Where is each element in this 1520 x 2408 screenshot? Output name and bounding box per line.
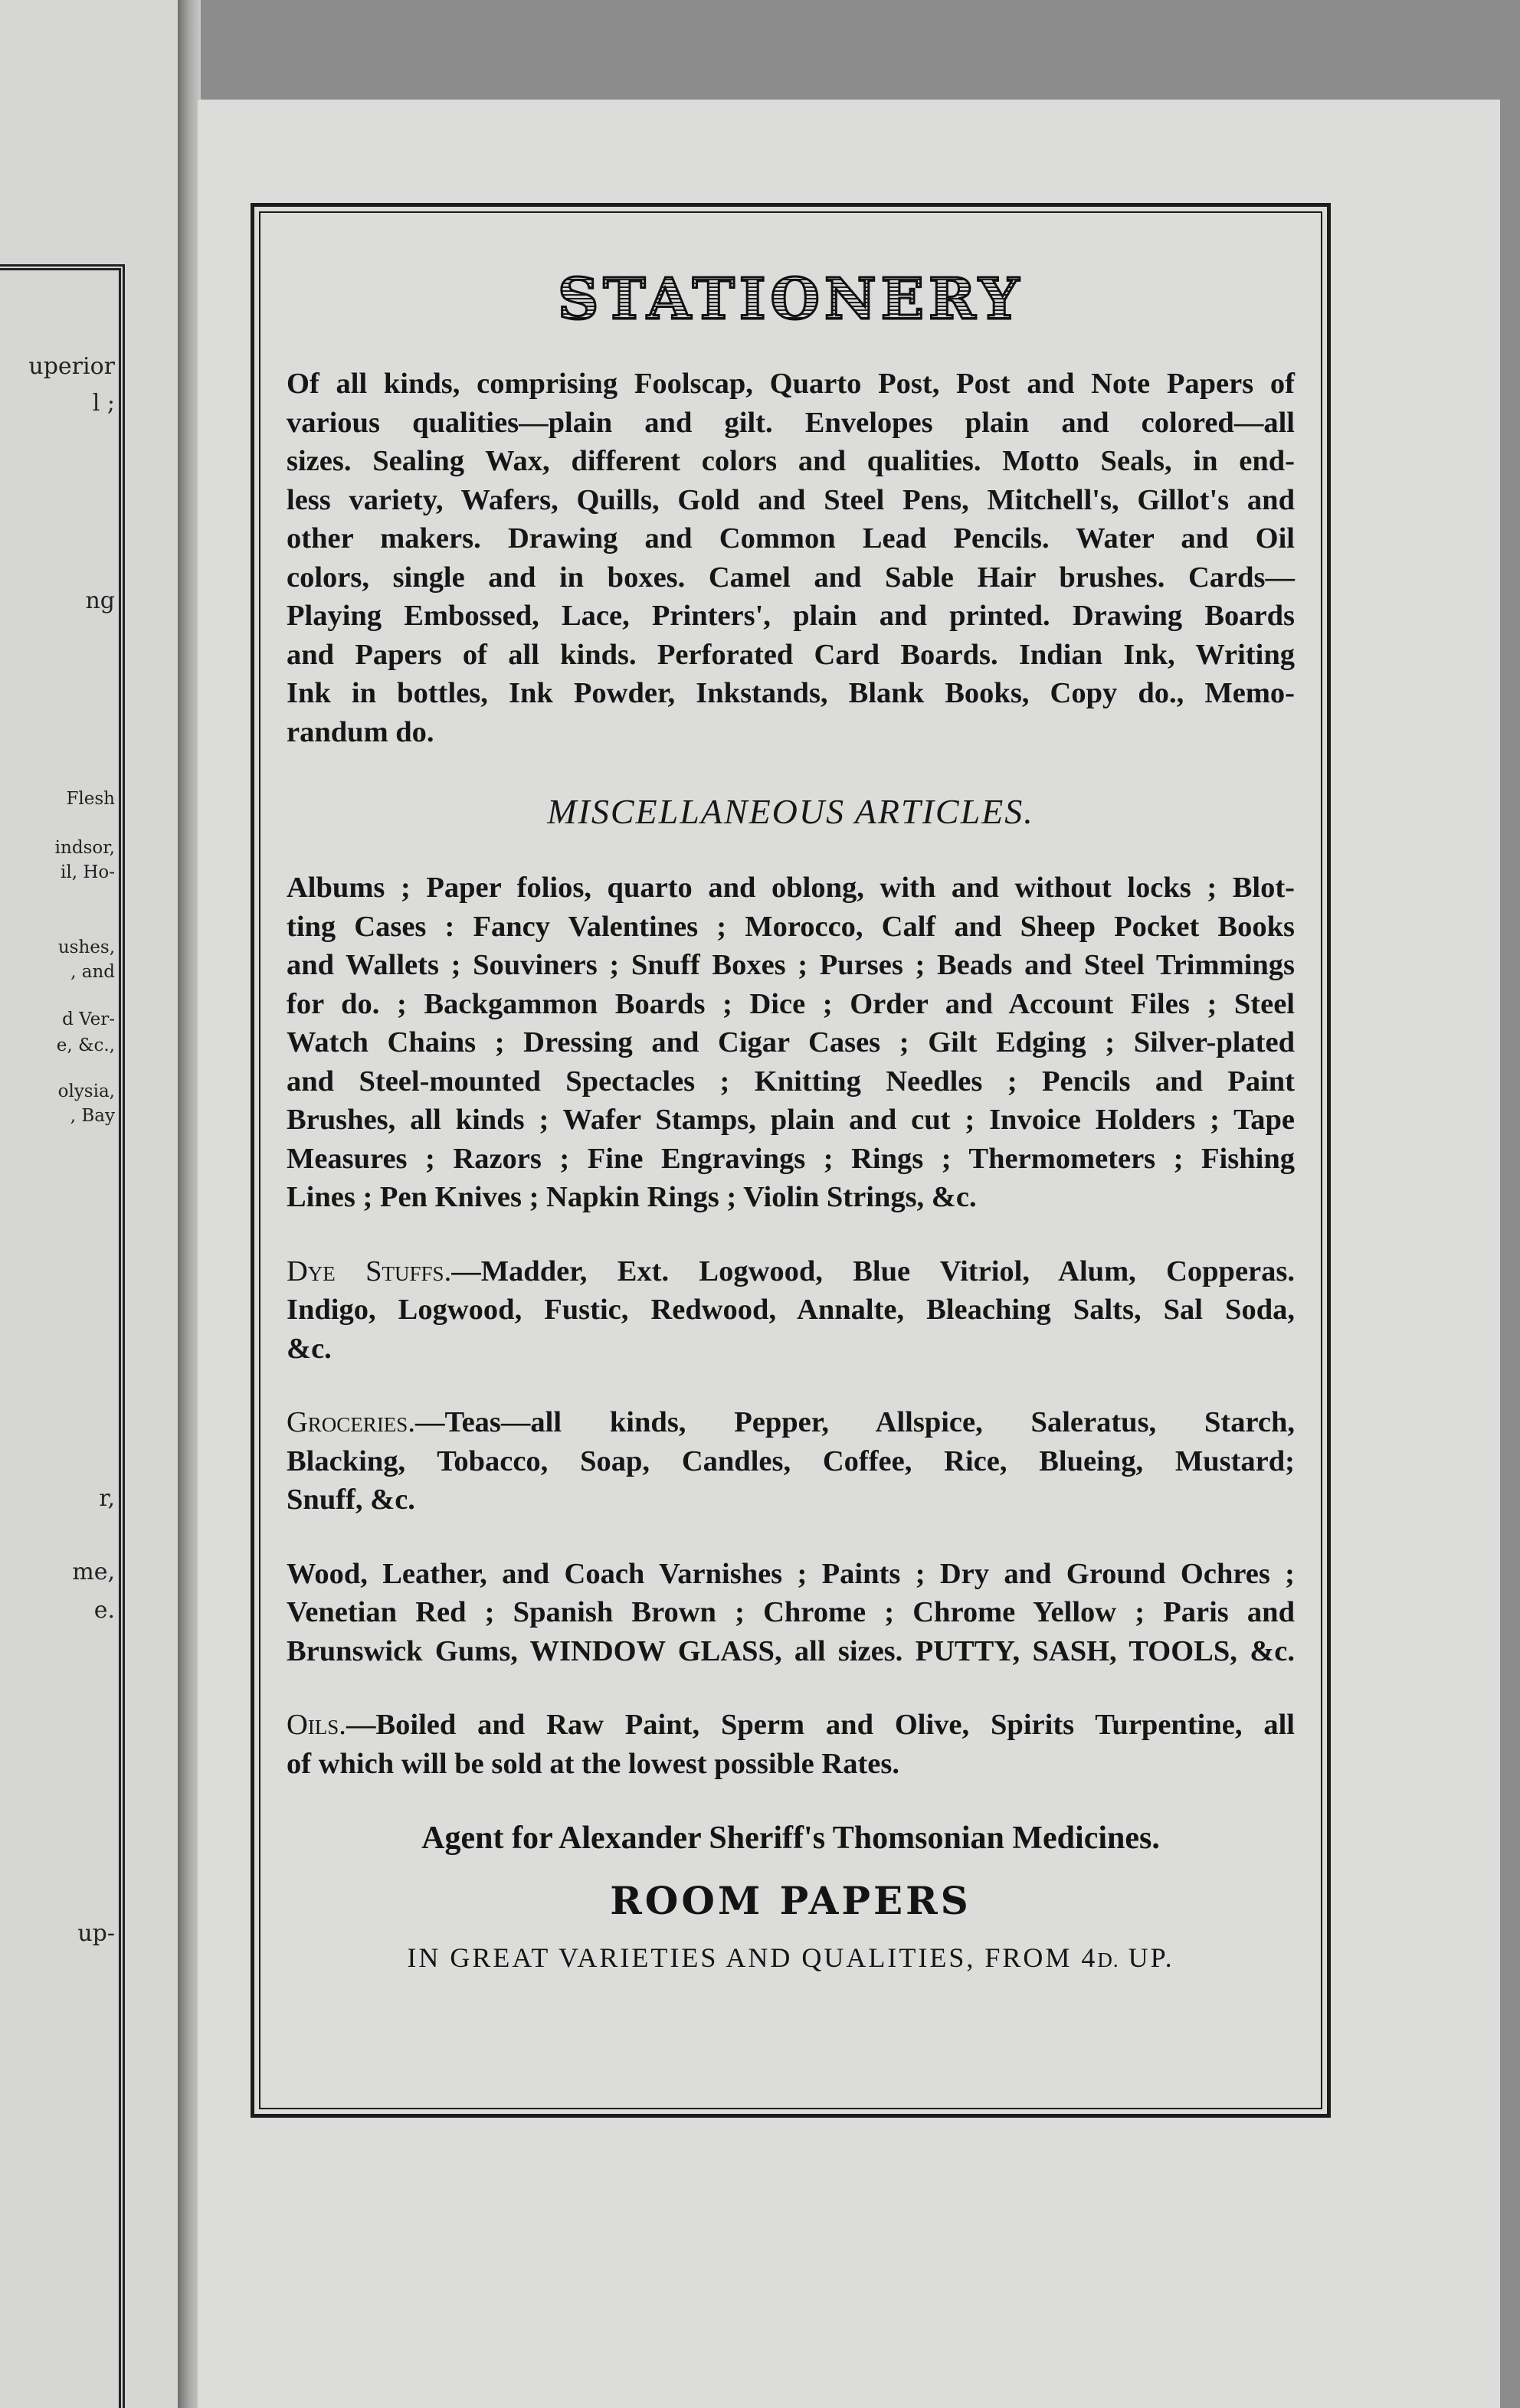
text-line: Brunswick Gums, WINDOW GLASS, all sizes. PUTTY, SASH, TOOLS, &c. [287, 1634, 1295, 1667]
stationery-paragraph [287, 365, 1295, 751]
text-line: Measures ; Razors ; Fine Engravings ; Rings ; Thermometers ; Fishing [287, 1142, 1295, 1175]
text-line: various qualities—plain and gilt. Envelopes plain and colored—all [287, 406, 1295, 439]
left-page-fragment: l ; [92, 390, 115, 417]
text-line: ting Cases : Fancy Valentines ; Morocco, Calf and Sheep Pocket Books [287, 910, 1295, 943]
left-page-fragment: up- [77, 1920, 115, 1947]
left-page-fragment: Flesh [66, 789, 115, 809]
main-page [198, 100, 1500, 2408]
dye-stuffs-label: Dye Stuffs. [287, 1255, 452, 1287]
left-page-border [0, 264, 125, 2408]
left-page-fragment: uperior [28, 353, 115, 380]
text-line: Of all kinds, comprising Foolscap, Quarto Post, Post and Note Papers of [287, 368, 1295, 400]
text-line: Lines ; Pen Knives ; Napkin Rings ; Violin Strings, &c. [287, 1181, 977, 1213]
left-page-fragment: indsor, [54, 838, 115, 858]
oils-text: —Boiled and Raw Paint, Sperm and Olive, Spirits Turpentine, all [346, 1709, 1295, 1741]
text-line [287, 1252, 1295, 1291]
left-page-fragment: e, &c., [56, 1036, 115, 1055]
varieties-pence: D. [1097, 1948, 1119, 1971]
text-line: Snuff, &c. [287, 1484, 415, 1516]
dye-stuffs-paragraph [287, 1252, 1295, 1369]
left-page-fragment: il, Ho- [60, 862, 115, 882]
advertisement-frame [251, 203, 1331, 2118]
groceries-label: Groceries. [287, 1406, 415, 1438]
left-facing-page [0, 0, 192, 2408]
left-page-fragment: , and [70, 962, 115, 982]
text-line: Blacking, Tobacco, Soap, Candles, Coffee, Rice, Blueing, Mustard; [287, 1444, 1295, 1477]
agent-line: Agent for Alexander Sheriff's Thomsonian Medicines. [421, 1821, 1160, 1856]
text-line [287, 1403, 1295, 1442]
text-line: of which will be sold at the lowest possible Rates. [287, 1747, 899, 1780]
text-line: and Wallets ; Souviners ; Snuff Boxes ; Purses ; Beads and Steel Trimmings [287, 949, 1295, 981]
left-page-fragment: me, [72, 1559, 115, 1585]
varnishes-paragraph [287, 1555, 1295, 1671]
left-page-fragment: ng [85, 587, 115, 614]
text-line: sizes. Sealing Wax, different colors and qualities. Motto Seals, in end- [287, 445, 1295, 477]
left-page-fragment: , Bay [70, 1106, 115, 1126]
text-line: Indigo, Logwood, Fustic, Redwood, Annalte, Bleaching Salts, Sal Soda, [287, 1294, 1295, 1326]
oils-paragraph [287, 1706, 1295, 1783]
text-line: for do. ; Backgammon Boards ; Dice ; Order and Account Files ; Steel [287, 987, 1295, 1020]
advertisement-inner-border [259, 211, 1322, 2109]
left-page-fragment: d Ver- [62, 1009, 115, 1029]
text-line: other makers. Drawing and Common Lead Pencils. Water and Oil [287, 522, 1295, 555]
text-line: Watch Chains ; Dressing and Cigar Cases ; Gilt Edging ; Silver-plated [287, 1026, 1295, 1058]
text-line [287, 1706, 1295, 1745]
text-line: Albums ; Paper folios, quarto and oblong, with and without locks ; Blot- [287, 872, 1295, 904]
oils-label: Oils. [287, 1709, 346, 1741]
text-line: and Papers of all kinds. Perforated Card Boards. Indian Ink, Writing [287, 638, 1295, 671]
miscellaneous-heading: MISCELLANEOUS ARTICLES. [547, 792, 1034, 831]
stationery-title [287, 267, 1295, 332]
text-line: &c. [287, 1332, 332, 1365]
stationery-title-text: STATIONERY [549, 267, 1033, 332]
groceries-text: —Teas—all kinds, Pepper, Allspice, Saleratus, Starch, [414, 1406, 1295, 1438]
groceries-paragraph [287, 1403, 1295, 1520]
text-line: Venetian Red ; Spanish Brown ; Chrome ; Chrome Yellow ; Paris and [287, 1596, 1295, 1628]
varieties-prefix: IN GREAT VARIETIES AND QUALITIES, FROM 4 [407, 1942, 1098, 1973]
room-papers-heading: ROOM PAPERS [610, 1878, 971, 1923]
text-line: Playing Embossed, Lace, Printers', plain and printed. Drawing Boards [287, 600, 1295, 632]
room-papers-varieties [287, 1942, 1295, 1974]
varieties-suffix: UP. [1119, 1942, 1174, 1973]
text-line: Wood, Leather, and Coach Varnishes ; Paints ; Dry and Ground Ochres ; [287, 1557, 1295, 1590]
text-line: colors, single and in boxes. Camel and Sable Hair brushes. Cards— [287, 561, 1295, 594]
text-line: less variety, Wafers, Quills, Gold and Steel Pens, Mitchell's, Gillot's and [287, 483, 1295, 516]
text-line: randum do. [287, 715, 434, 748]
left-page-fragment: e. [93, 1597, 115, 1624]
dye-stuffs-text: —Madder, Ext. Logwood, Blue Vitriol, Alum, Copperas. [451, 1255, 1296, 1287]
left-page-fragment: olysia, [57, 1081, 115, 1101]
left-page-fragment: r, [99, 1485, 115, 1512]
text-line: and Steel-mounted Spectacles ; Knitting Needles ; Pencils and Paint [287, 1065, 1295, 1098]
text-line: Ink in bottles, Ink Powder, Inkstands, Blank Books, Copy do., Memo- [287, 677, 1295, 709]
left-page-fragment: ushes, [57, 937, 115, 957]
miscellaneous-paragraph [287, 869, 1295, 1217]
text-line: Brushes, all kinds ; Wafer Stamps, plain and cut ; Invoice Holders ; Tape [287, 1104, 1295, 1136]
